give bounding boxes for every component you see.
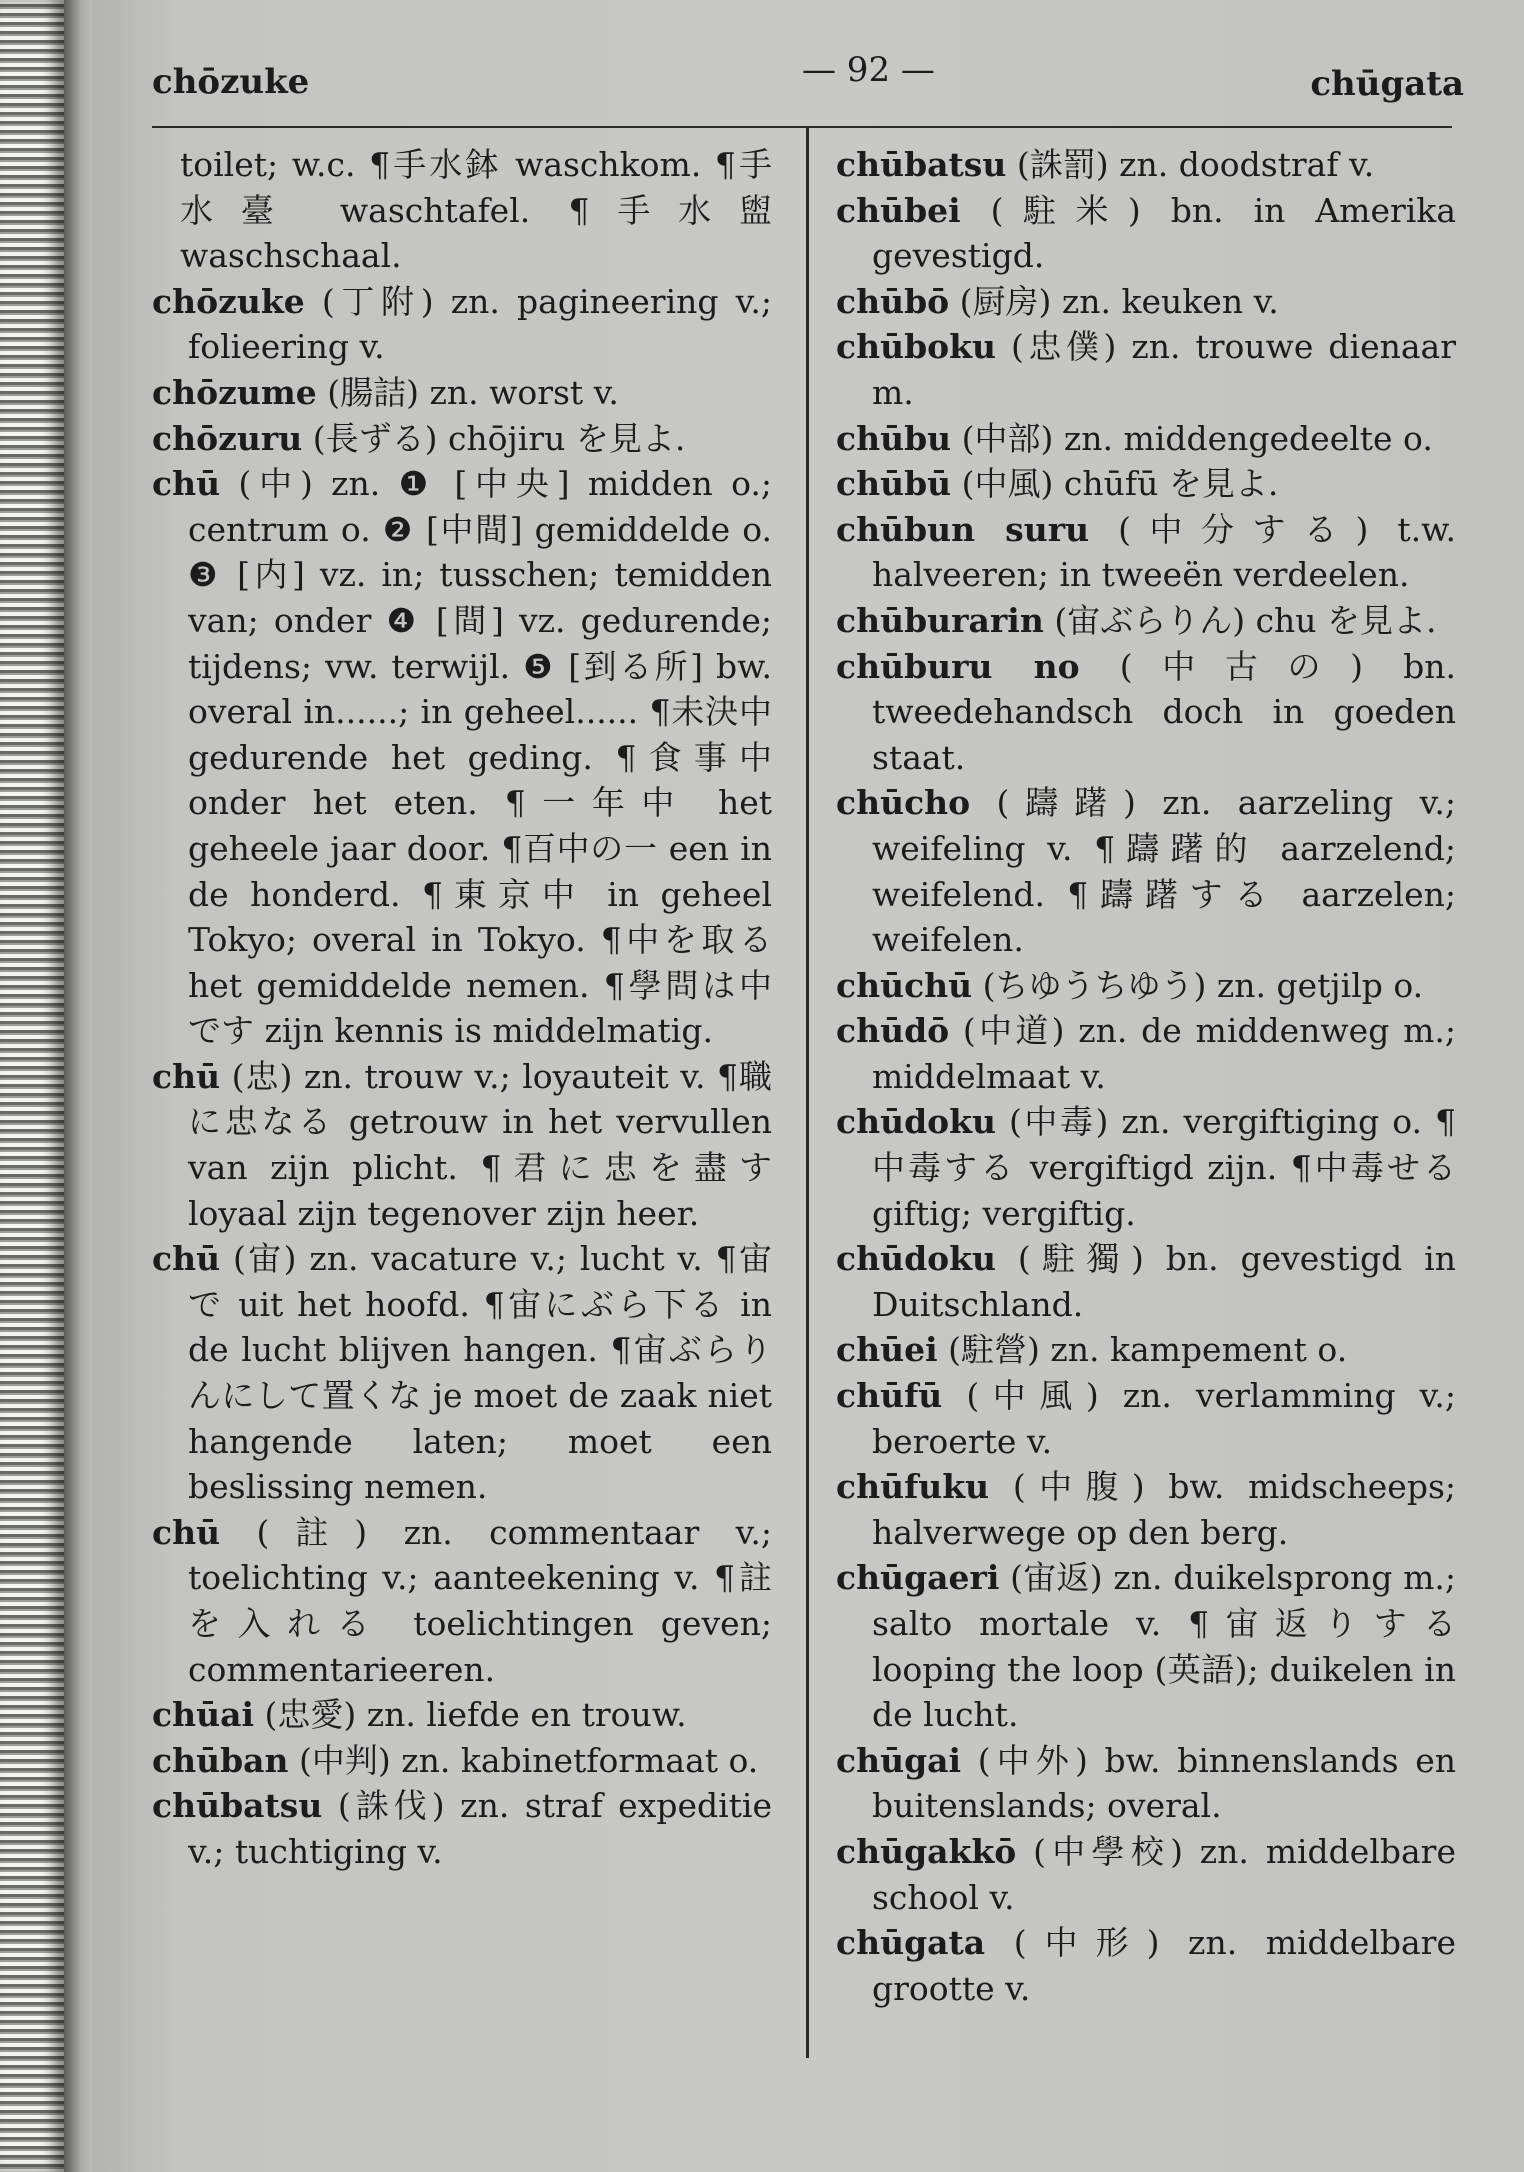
dictionary-entry: chōzuru (長ずる) chōjiru を見よ. — [152, 418, 686, 458]
book-binding-edge — [0, 0, 64, 2172]
dictionary-entry: chūburarin (宙ぶらりん) chu を見よ. — [836, 600, 1437, 640]
page-number: — 92 — — [802, 50, 935, 90]
dictionary-entry: chūbū (中風) chūfū を見よ. — [836, 464, 1279, 504]
dictionary-entry: chūdoku (駐獨) bn. gevestigd in Duitschland. — [836, 1239, 1456, 1324]
dictionary-entry: chōzume (腸詰) zn. worst v. — [152, 372, 619, 412]
running-header — [152, 50, 1464, 110]
dictionary-entry: chūfuku (中腹) bw. midscheeps; halverwege op den berg. — [836, 1467, 1456, 1552]
dictionary-page — [92, 0, 1524, 2172]
dictionary-entry: chōzuke (丁附) zn. pagineering v.; folieering v. — [152, 281, 772, 367]
left-column — [152, 142, 772, 1875]
dictionary-entry: chūburu no (中古の) bn. tweedehandsch doch in goeden staat. — [836, 646, 1456, 777]
dictionary-entry: chūcho (躊躇) zn. aarzeling v.; weifeling v. ¶躊躇的 aarzelend; weifelend. ¶躊躇する aarzelen; weifelen. — [836, 783, 1456, 960]
dictionary-entry: chūgai (中外) bw. binnenslands en buitenslands; overal. — [836, 1740, 1456, 1826]
dictionary-entry: chūbatsu (誅伐) zn. straf expeditie v.; tuchtiging v. — [152, 1786, 772, 1871]
dictionary-entry: chūgata (中形) zn. middelbare grootte v. — [836, 1923, 1456, 2008]
dictionary-entry: toilet; w.c. ¶手水鉢 waschkom. ¶手水臺 waschtafel. ¶手水盥 waschschaal. — [180, 145, 772, 276]
dictionary-entry: chūbei (駐米) bn. in Amerika gevestigd. — [836, 190, 1456, 276]
right-guide-word: chūgata — [1310, 64, 1464, 104]
dictionary-entry: chūbun suru (中分する) t.w. halveeren; in tweeën verdeelen. — [836, 509, 1456, 595]
column-divider — [806, 128, 809, 2058]
right-column — [836, 142, 1456, 2011]
header-rule — [152, 126, 1452, 128]
dictionary-entry: chū (中) zn. ❶ [中央] midden o.; centrum o. ❷ [中間] gemiddelde o. ❸ [内] vz. in; tusschen; temidden van; onder ❹ [間] vz. gedurende; tijdens; vw. terwijl. ❺ [到る所] bw. overal in......; in geheel...... ¶未決中 gedurende het geding. ¶食事中 onder het eten. ¶一年中 het geheele jaar door. ¶百中の一 een in de honderd. ¶東京中 in geheel Tokyo; overal in Tokyo. ¶中を取る het gemiddelde nemen. ¶學問は中です zijn kennis is middelmatig. — [152, 464, 772, 1051]
dictionary-entry: chūbu (中部) zn. middengedeelte o. — [836, 418, 1433, 458]
dictionary-entry: chūai (忠愛) zn. liefde en trouw. — [152, 1695, 687, 1735]
dictionary-entry: chū (忠) zn. trouw v.; loyauteit v. ¶職に忠なる getrouw in het vervullen van zijn plicht. ¶君に忠を盡す loyaal zijn tegenover zijn heer. — [152, 1056, 772, 1233]
dictionary-entry: chūgaeri (宙返) zn. duikelsprong m.; salto mortale v. ¶宙返りする looping the loop (英語); duikelen in de lucht. — [836, 1558, 1456, 1735]
dictionary-entry: chūdoku (中毒) zn. vergiftiging o. ¶中毒する vergiftigd zijn. ¶中毒せる giftig; vergiftig. — [836, 1102, 1456, 1233]
dictionary-entry: chūboku (忠僕) zn. trouwe dienaar m. — [836, 327, 1456, 412]
dictionary-entry: chūban (中判) zn. kabinetformaat o. — [152, 1740, 759, 1780]
dictionary-entry: chū (註) zn. commentaar v.; toelichting v.; aanteekening v. ¶註を入れる toelichtingen geven; commentarieeren. — [152, 1512, 772, 1689]
dictionary-entry: chūdō (中道) zn. de middenweg m.; middelmaat v. — [836, 1011, 1456, 1096]
dictionary-entry: chūbō (厨房) zn. keuken v. — [836, 281, 1279, 321]
dictionary-entry: chūbatsu (誅罰) zn. doodstraf v. — [836, 145, 1375, 184]
left-guide-word: chōzuke — [152, 62, 310, 102]
dictionary-entry: chū (宙) zn. vacature v.; lucht v. ¶宙で uit het hoofd. ¶宙にぶら下る in de lucht blijven hangen. ¶宙ぶらりんにして置くな je moet de zaak niet hangende laten; moet een beslissing nemen. — [152, 1239, 772, 1507]
dictionary-entry: chūei (駐營) zn. kampement o. — [836, 1330, 1348, 1370]
dictionary-entry: chūgakkō (中學校) zn. middelbare school v. — [836, 1831, 1456, 1917]
binding-shadow — [64, 0, 92, 2172]
dictionary-entry: chūchū (ちゆうちゆう) zn. getjilp o. — [836, 965, 1424, 1005]
dictionary-entry: chūfū (中風) zn. verlamming v.; beroerte v. — [836, 1376, 1456, 1461]
